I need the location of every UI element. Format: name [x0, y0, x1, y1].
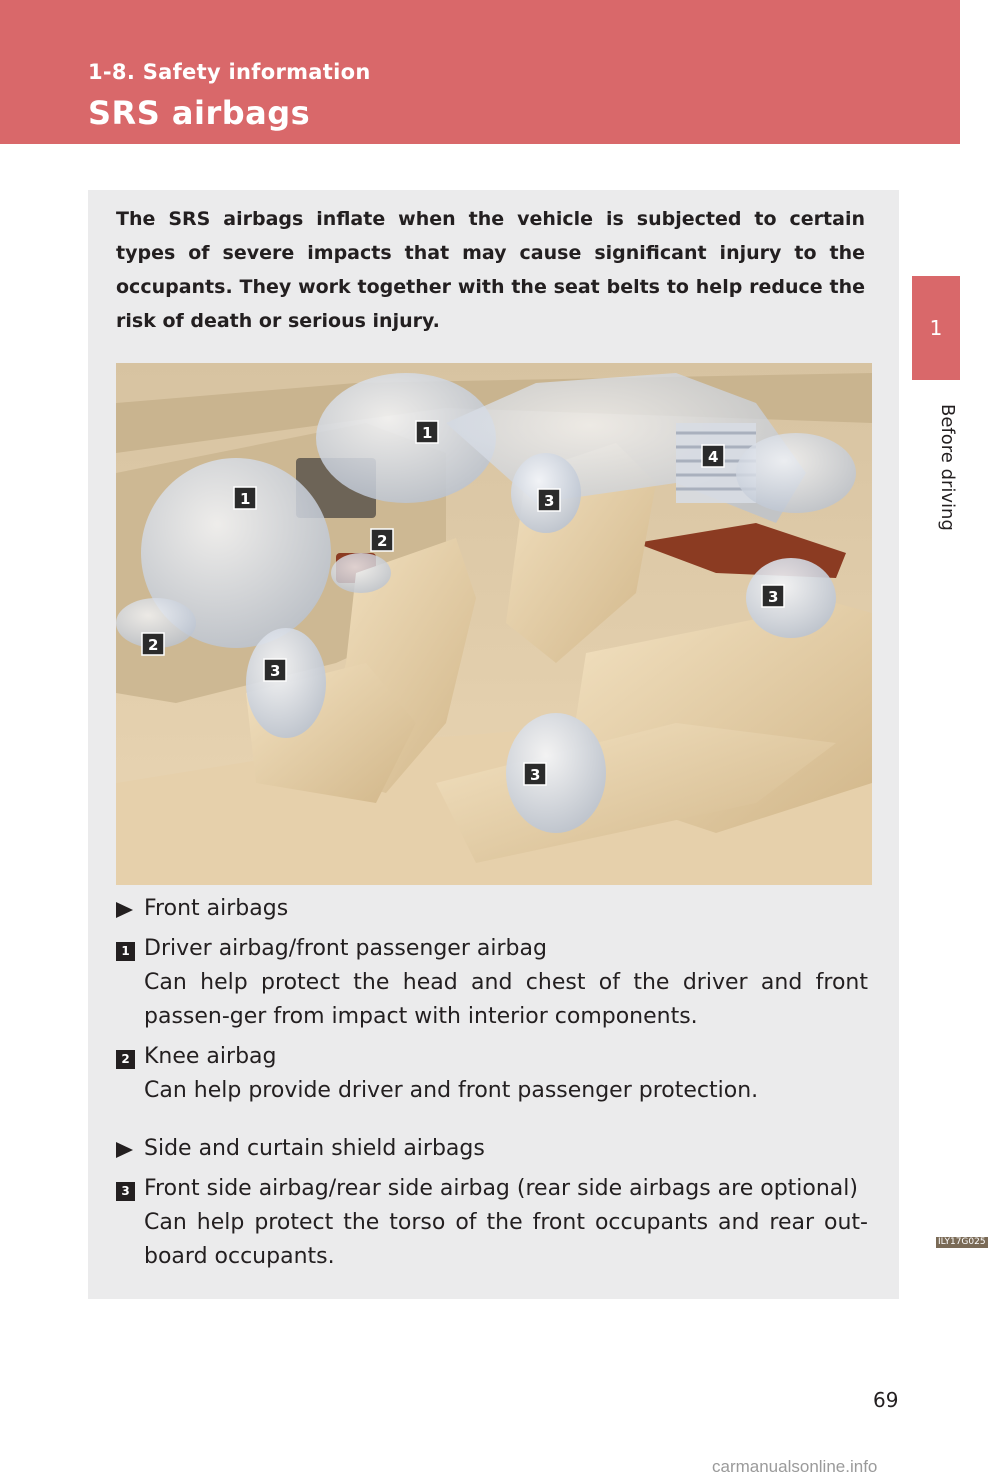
list-item-side-airbag	[116, 1172, 868, 1274]
car-interior-illustration	[116, 363, 872, 885]
callout-3-front-right	[538, 489, 560, 511]
badge-3-icon: 3	[116, 1182, 135, 1201]
svg-text:3: 3	[270, 662, 281, 680]
badge-1-icon: 1	[116, 942, 135, 961]
item-title: Knee airbag	[144, 1044, 277, 1069]
page-title: SRS airbags	[88, 94, 311, 132]
page-number: 69	[873, 1388, 899, 1412]
chapter-number: 1	[929, 316, 943, 340]
item-description: Can help provide driver and front passenger protection.	[144, 1078, 759, 1103]
chapter-tab[interactable]	[912, 276, 960, 380]
intro-paragraph: The SRS airbags inflate when the vehicle is subjected to certain types of severe impacts that may cause significant injury to the occupants. They work together with the seat belts to help reduce the risk of death or serious injury.	[116, 208, 865, 332]
group-heading-front: Front airbags	[116, 892, 868, 926]
badge-2-icon: 2	[116, 1050, 135, 1069]
watermark: carmanualsonline.info	[712, 1457, 878, 1476]
svg-text:2: 2	[148, 636, 159, 654]
callout-3-front-left	[264, 659, 286, 681]
list-item-knee-airbag	[116, 1040, 868, 1108]
callout-3-rear-left	[524, 763, 546, 785]
item-title: Front side airbag/rear side airbag (rear side airbags are optional)	[144, 1176, 858, 1201]
airbag-list	[116, 892, 868, 1274]
svg-text:1: 1	[422, 424, 433, 442]
group-heading-side: Side and curtain shield airbags	[116, 1132, 868, 1166]
callout-2-passenger	[371, 529, 393, 551]
svg-text:2: 2	[377, 532, 388, 550]
figure-code: ILY17G025	[938, 1237, 986, 1247]
item-description: Can help protect the head and chest of the driver and front passen-ger from impact with interior components.	[144, 970, 868, 1029]
arrow-icon	[116, 902, 133, 918]
svg-text:4: 4	[708, 448, 719, 466]
callout-1-driver	[234, 487, 256, 509]
page-header	[0, 0, 960, 144]
callout-2-driver	[142, 633, 164, 655]
callout-1-passenger	[416, 421, 438, 443]
arrow-icon	[116, 1142, 133, 1158]
item-title: Driver airbag/front passenger airbag	[144, 936, 547, 961]
callout-3-rear-right	[762, 585, 784, 607]
callout-4-curtain	[702, 445, 724, 467]
section-label: 1-8. Safety information	[88, 60, 371, 84]
svg-text:3: 3	[544, 492, 555, 510]
chapter-label: Before driving	[937, 403, 958, 531]
svg-text:1: 1	[240, 490, 251, 508]
svg-text:3: 3	[768, 588, 779, 606]
list-item-driver-airbag	[116, 932, 868, 1034]
item-description: Can help protect the torso of the front occupants and rear out-board occupants.	[144, 1210, 868, 1269]
svg-text:3: 3	[530, 766, 541, 784]
